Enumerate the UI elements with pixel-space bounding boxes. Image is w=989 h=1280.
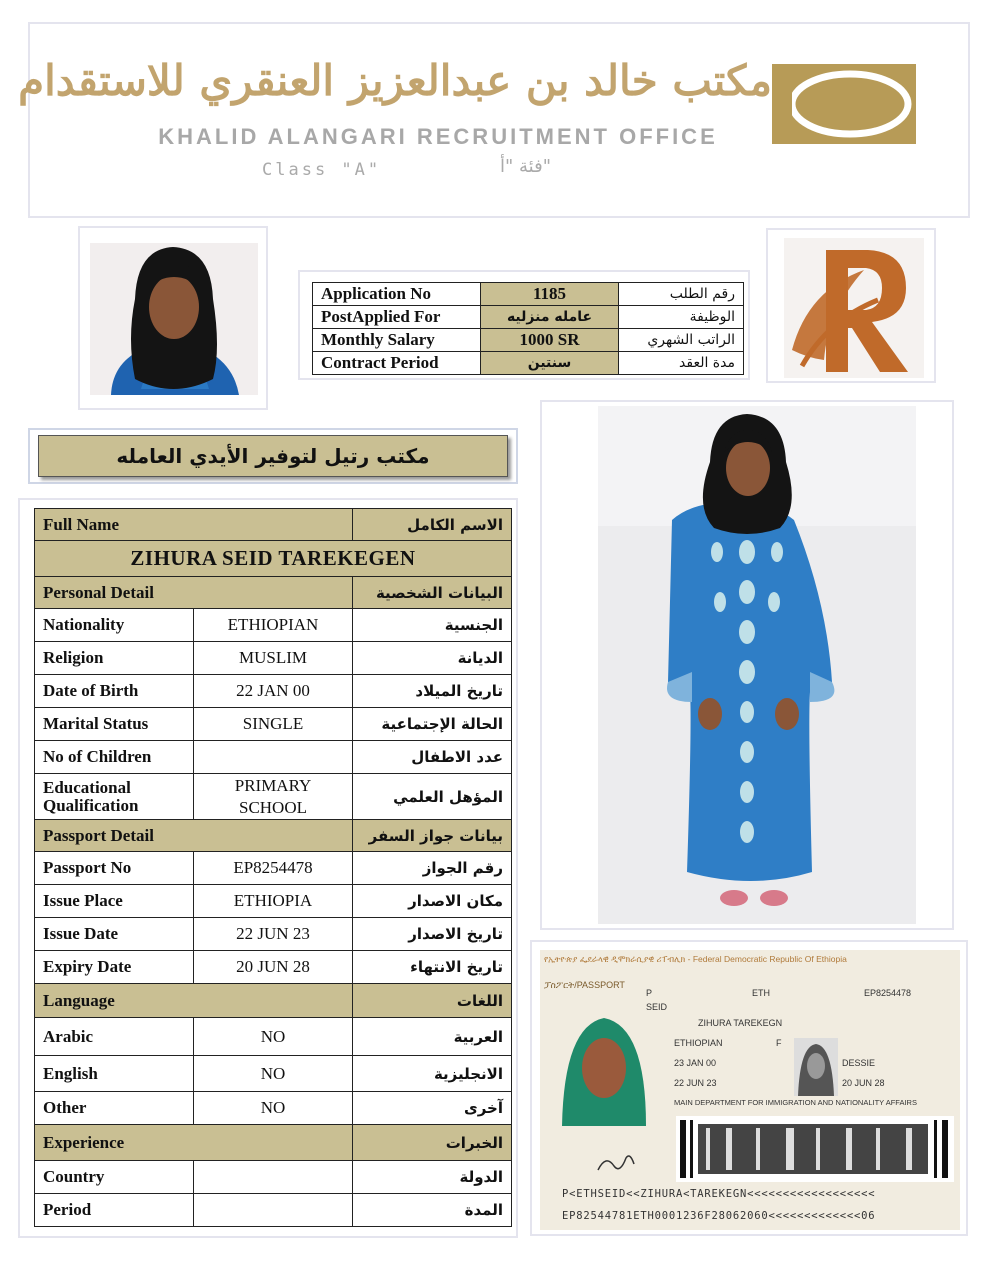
full-body-photo [540, 400, 954, 930]
office-header [18, 22, 970, 218]
issue-date-value: 22 JUN 23 [194, 918, 353, 951]
passport-birth-place: DESSIE [842, 1058, 876, 1068]
arabic-label: Arabic [35, 1018, 194, 1056]
table-row [35, 918, 512, 951]
passport-sex: F [776, 1038, 782, 1048]
agency-banner [28, 428, 518, 484]
children-value [194, 741, 353, 774]
application-no-label-ar: رقم الطلب [619, 283, 744, 306]
passport-ghost-photo [794, 1038, 838, 1096]
passport-surname: SEID [646, 1002, 668, 1012]
contract-period-label-ar: مدة العقد [619, 352, 744, 375]
education-label-line1: Educational [43, 777, 131, 797]
section-header-row [35, 1125, 512, 1161]
contract-period-label: Contract Period [313, 352, 481, 375]
children-label: No of Children [35, 741, 194, 774]
full-name-value: ZIHURA SEID TAREKEGEN [35, 541, 512, 577]
experience-label: Experience [35, 1125, 353, 1161]
mrz-line-1: P<ETHSEID<<ZIHURA<TAREKEGN<<<<<<<<<<<<<<<<<< [562, 1188, 876, 1200]
english-value: NO [194, 1056, 353, 1092]
monthly-salary-label-ar: الراتب الشهري [619, 329, 744, 352]
office-class: Class "A" [262, 160, 382, 180]
passport-header: የኢትዮጵያ ፌደራላዊ ዲሞክራሲያዊ ሪፐብሊክ - Federal Democratic Republic Of Ethiopia [544, 954, 847, 964]
table-row [35, 741, 512, 774]
signature-icon [596, 1150, 636, 1178]
expiry-date-label-ar: تاريخ الانتهاء [353, 951, 512, 984]
passport-type: P [646, 988, 653, 998]
agency-banner-text: مكتب رتيل لتوفير الأيدي العامله [38, 435, 508, 477]
passport-number: EP8254478 [864, 988, 912, 998]
passport-photo [554, 1006, 654, 1126]
table-row [35, 885, 512, 918]
table-row [35, 675, 512, 708]
marital-status-label-ar: الحالة الإجتماعية [353, 708, 512, 741]
passport-scan [530, 940, 968, 1236]
table-row [35, 1018, 512, 1056]
application-no-label: Application No [313, 283, 481, 306]
office-class-arabic: فئة "أ" [500, 156, 551, 177]
portrait-photo [78, 226, 268, 410]
marital-status-value: SINGLE [194, 708, 353, 741]
application-summary [298, 270, 750, 380]
expiry-date-label: Expiry Date [35, 951, 194, 984]
country-label-ar: الدولة [353, 1161, 512, 1194]
english-label-ar: الانجليزية [353, 1056, 512, 1092]
period-label-ar: المدة [353, 1194, 512, 1227]
passport-given-names: ZIHURA TAREKEGN [698, 1018, 783, 1028]
education-label-ar: المؤهل العلمي [353, 774, 512, 820]
period-value [194, 1194, 353, 1227]
dob-label-ar: تاريخ الميلاد [353, 675, 512, 708]
candidate-details [18, 498, 518, 1238]
issue-place-label-ar: مكان الاصدار [353, 885, 512, 918]
section-header-row [35, 577, 512, 609]
passport-expiry-date: 20 JUN 28 [842, 1078, 885, 1088]
table-row [35, 708, 512, 741]
passport-no-value: EP8254478 [194, 852, 353, 885]
religion-label: Religion [35, 642, 194, 675]
full-name-header-row [35, 509, 512, 541]
post-applied-value: عامله منزليه [481, 306, 619, 329]
expiry-date-value: 20 JUN 28 [194, 951, 353, 984]
application-row [313, 283, 744, 306]
contract-period-value: سنتين [481, 352, 619, 375]
education-label-line2: Qualification [43, 795, 139, 815]
dob-label: Date of Birth [35, 675, 194, 708]
application-no-value: 1185 [481, 283, 619, 306]
section-header-row [35, 984, 512, 1018]
arabic-value: NO [194, 1018, 353, 1056]
office-emblem-icon [772, 64, 916, 144]
table-row [35, 1161, 512, 1194]
office-name-arabic: مكتب خالد بن عبدالعزيز العنقري للاستقدام [18, 56, 772, 105]
passport-nationality: ETHIOPIAN [674, 1038, 723, 1048]
table-row [35, 1092, 512, 1125]
marital-status-label: Marital Status [35, 708, 194, 741]
language-label-ar: اللغات [353, 984, 512, 1018]
application-row [313, 329, 744, 352]
table-row [35, 1056, 512, 1092]
other-language-label: Other [35, 1092, 194, 1125]
nationality-label: Nationality [35, 609, 194, 642]
personal-detail-label-ar: البيانات الشخصية [353, 577, 512, 609]
monthly-salary-label: Monthly Salary [313, 329, 481, 352]
english-label: English [35, 1056, 194, 1092]
r-logo-icon [768, 230, 934, 381]
full-name-label: Full Name [35, 509, 353, 541]
language-label: Language [35, 984, 353, 1018]
issue-place-value: ETHIOPIA [194, 885, 353, 918]
mrz-line-2: EP82544781ETH0001236F28062060<<<<<<<<<<<<<06 [562, 1210, 876, 1222]
table-row [35, 609, 512, 642]
education-value-line1: PRIMARY [234, 775, 312, 795]
passport-detail-label-ar: بيانات جواز السفر [353, 820, 512, 852]
passport-authority: MAIN DEPARTMENT FOR IMMIGRATION AND NATIONALITY AFFAIRS [674, 1098, 917, 1107]
religion-value: MUSLIM [194, 642, 353, 675]
table-row [35, 1194, 512, 1227]
passport-no-label: Passport No [35, 852, 194, 885]
education-value [194, 774, 353, 820]
monthly-salary-value: 1000 SR [481, 329, 619, 352]
passport-issue-date: 22 JUN 23 [674, 1078, 717, 1088]
full-name-row [35, 541, 512, 577]
r-logo-box [766, 228, 936, 383]
dob-value: 22 JAN 00 [194, 675, 353, 708]
table-row [35, 852, 512, 885]
post-applied-label: PostApplied For [313, 306, 481, 329]
religion-label-ar: الديانة [353, 642, 512, 675]
full-name-label-ar: الاسم الكامل [353, 509, 512, 541]
issue-place-label: Issue Place [35, 885, 194, 918]
passport-barcode-icon [676, 1116, 954, 1182]
other-language-label-ar: آخرى [353, 1092, 512, 1125]
period-label: Period [35, 1194, 194, 1227]
education-value-line2: SCHOOL [238, 797, 307, 817]
application-row [313, 306, 744, 329]
section-header-row [35, 820, 512, 852]
personal-detail-label: Personal Detail [35, 577, 353, 609]
passport-dob: 23 JAN 00 [674, 1058, 717, 1068]
passport-doc-label: ፓስፖርት/PASSPORT [544, 980, 625, 990]
application-row [313, 352, 744, 375]
nationality-value: ETHIOPIAN [194, 609, 353, 642]
arabic-label-ar: العربية [353, 1018, 512, 1056]
table-row [35, 774, 512, 820]
office-name-english: KHALID ALANGARI RECRUITMENT OFFICE [158, 124, 718, 149]
passport-country-code: ETH [752, 988, 770, 998]
country-value [194, 1161, 353, 1194]
passport-no-label-ar: رقم الجواز [353, 852, 512, 885]
post-applied-label-ar: الوظيفة [619, 306, 744, 329]
country-label: Country [35, 1161, 194, 1194]
nationality-label-ar: الجنسية [353, 609, 512, 642]
education-label [35, 774, 194, 820]
table-row [35, 642, 512, 675]
children-label-ar: عدد الاطفال [353, 741, 512, 774]
table-row [35, 951, 512, 984]
issue-date-label-ar: تاريخ الاصدار [353, 918, 512, 951]
passport-detail-label: Passport Detail [35, 820, 353, 852]
other-language-value: NO [194, 1092, 353, 1125]
issue-date-label: Issue Date [35, 918, 194, 951]
experience-label-ar: الخبرات [353, 1125, 512, 1161]
